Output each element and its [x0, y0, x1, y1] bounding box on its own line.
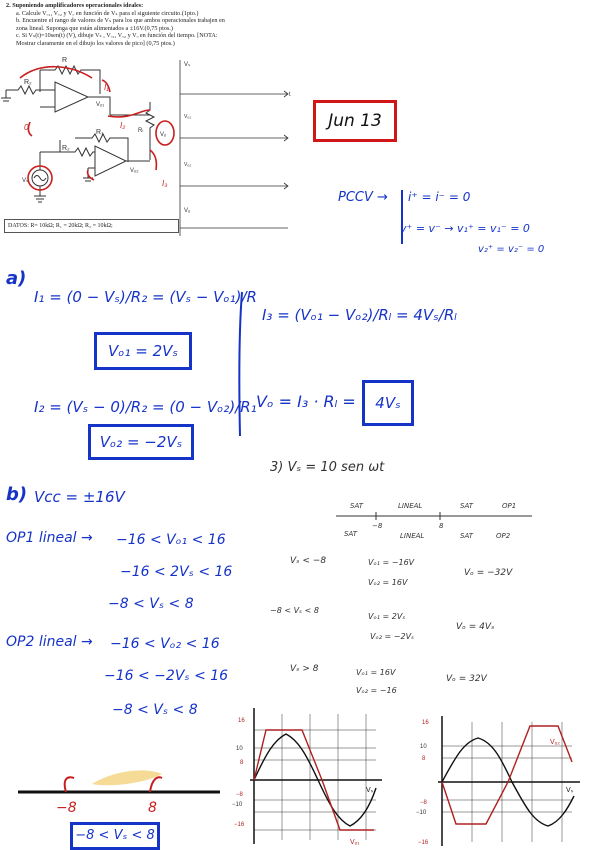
vo2-result-box — [88, 424, 194, 460]
op1-line2: −16 < 2Vₛ < 16 — [120, 564, 233, 580]
vs-source-label: Vₛ — [22, 178, 29, 184]
problem-item-c1: c. Si Vₛ(t)=10sen(t) (V), dibuje Vₛ , Vₒ₁, Vₒ₂ y Vₒ en función del tiempo. [NOTA: — [16, 32, 218, 40]
row0-cond: Vₛ < −8 — [290, 556, 327, 566]
mark-neg8: −8 — [372, 522, 383, 530]
graph-t-label: t — [289, 92, 291, 98]
vo-result-box — [362, 380, 414, 426]
g2-tick-10: 10 — [420, 744, 427, 750]
row0-vo2: Vₒ₂ = 16V — [368, 578, 408, 587]
graph-vo1-label: Vₒ₁ — [184, 114, 191, 120]
waveform-graph-vo1 — [226, 704, 386, 848]
state-top-0: SAT — [350, 502, 363, 510]
vo2-node-label: Vₒ₂ — [130, 168, 139, 174]
row1-vo2: Vₒ₂ = −2Vₛ — [370, 632, 415, 641]
vo2-result: Vₒ₂ = −2Vₛ — [99, 433, 183, 451]
numberline-right-mark: 8 — [148, 800, 157, 816]
state-line — [336, 508, 536, 528]
state-top-3: OP1 — [502, 502, 517, 510]
op1-line3: −8 < Vₛ < 8 — [108, 596, 194, 612]
g2-tick-16: 16 — [422, 720, 429, 726]
i3-equation: I₃ = (Vₒ₁ − Vₒ₂)/Rₗ = 4Vₛ/Rₗ — [262, 306, 457, 324]
i1-equation: I₁ = (0 − Vₛ)/R₂ = (Vₛ − Vₒ₁)/R — [34, 288, 257, 306]
part-b-label: b) — [6, 484, 28, 505]
g1-vs-label: Vₛ — [366, 787, 374, 794]
vo1-result: Vₒ₁ = 2Vₛ — [108, 342, 178, 360]
vo-result: 4Vₛ — [375, 394, 401, 412]
graph-vs-label: Vₛ — [184, 62, 191, 68]
g1-vo1-label: Vₒ₁ — [350, 839, 360, 846]
date-stamp-text: Jun 13 — [328, 111, 382, 131]
problem-title: 2. Suponiendo amplificadores operacionales ideales: — [6, 2, 144, 9]
row2-cond: Vₛ > 8 — [290, 664, 319, 674]
g2-tick-neg8: −8 — [420, 800, 427, 806]
row1-cond: −8 < Vₛ < 8 — [270, 606, 319, 615]
vo-equation: Vₒ = I₃ · Rₗ = — [256, 392, 356, 411]
waveform-graph-vo2 — [408, 712, 588, 848]
datos-box — [4, 219, 179, 233]
datos-text: DATOS: R= 10kΩ; R₁ = 20kΩ; R₂ = 10kΩ; — [8, 223, 113, 229]
g2-tick-neg16: −16 — [418, 840, 429, 846]
state-bottom-2: SAT — [460, 532, 473, 540]
row2-vo1: Vₒ₁ = 16V — [356, 668, 396, 677]
pccv-line1: i⁺ = i⁻ = 0 — [408, 190, 471, 204]
number-line — [14, 756, 224, 826]
op1-title: OP1 lineal → — [6, 530, 93, 546]
date-stamp — [313, 100, 397, 142]
r2-top-label: R₂ — [24, 79, 32, 86]
problem-item-a: a. Calcule Vₒ₁, Vₒ₂ y Vₒ en función de Vₛ para el siguiente circuito.(1pto.) — [16, 9, 199, 17]
problem-item-c2: Mostrar claramente en el dibujo los valores de pico] (0,75 ptos.) — [16, 39, 175, 47]
i2-label: I₂ — [120, 121, 126, 130]
i1-label: I₁ — [104, 83, 109, 92]
i2-equation: I₂ = (Vₛ − 0)/R₂ = (0 − Vₒ₂)/R₁ — [34, 398, 257, 416]
range-result-box — [70, 822, 160, 850]
g2-vs-label: Vₛ — [566, 787, 574, 794]
op2-line2: −16 < −2Vₛ < 16 — [104, 668, 229, 684]
part-c-title: 3) Vₛ = 10 sen ωt — [270, 460, 385, 475]
part-a-divider — [236, 290, 246, 440]
problem-item-b2: zona lineal. Suponga que están alimentados a ±16V.(0,75 ptos.) — [16, 24, 173, 32]
row1-vo1: Vₒ₁ = 2Vₛ — [368, 612, 406, 621]
problem-item-b1: b. Encuentre el rango de valores de Vₛ para los que ambos operacionales trabajen en — [16, 17, 225, 25]
vo-node-label: Vₒ — [160, 132, 167, 138]
row1-vo: Vₒ = 4Vₛ — [456, 622, 495, 632]
op1-line1: −16 < Vₒ₁ < 16 — [116, 532, 226, 548]
blank-graphs — [176, 56, 300, 236]
g2-tick-neg10: −10 — [416, 810, 427, 816]
vo1-result-box — [94, 332, 192, 370]
r2-bottom-label: R₂ — [62, 145, 70, 152]
g2-tick-8: 8 — [422, 756, 426, 762]
g1-tick-16: 16 — [238, 718, 245, 724]
row2-vo2: Vₒ₂ = −16 — [356, 686, 397, 695]
state-bottom-3: OP2 — [496, 532, 511, 540]
row0-vo1: Vₒ₁ = −16V — [368, 558, 415, 567]
graph-vo2-label: Vₒ₂ — [184, 162, 192, 168]
g1-tick-neg8: −8 — [236, 792, 243, 798]
pccv-brace — [398, 188, 406, 248]
op2-line1: −16 < Vₒ₂ < 16 — [110, 636, 220, 652]
mark-pos8: 8 — [439, 522, 444, 530]
pccv-line3: v₂⁺ = v₂⁻ = 0 — [478, 244, 545, 255]
g1-tick-8: 8 — [240, 760, 244, 766]
state-bottom-1: LINEAL — [400, 532, 425, 540]
circuit-diagram — [0, 50, 178, 210]
state-top-1: LINEAL — [398, 502, 423, 510]
range-result: −8 < Vₛ < 8 — [75, 828, 155, 843]
r-label: R — [62, 57, 68, 64]
op2-title: OP2 lineal → — [6, 634, 93, 650]
vcc-text: Vcc = ±16V — [34, 488, 125, 506]
g1-tick-10: 10 — [236, 746, 243, 752]
numberline-left-mark: −8 — [56, 800, 77, 816]
i3-label: I₃ — [162, 179, 168, 188]
g2-vo2-label: Vₒ₂ — [550, 739, 561, 746]
part-a-label: a) — [6, 268, 27, 289]
state-top-2: SAT — [460, 502, 473, 510]
state-bottom-0: SAT — [344, 530, 357, 538]
problem-statement — [6, 2, 306, 48]
g1-tick-neg10: −10 — [232, 802, 243, 808]
r1-label: R₁ — [96, 129, 104, 136]
zero-label: 0 — [24, 123, 29, 132]
graph-vo-label: Vₒ — [184, 208, 191, 214]
op2-line3: −8 < Vₛ < 8 — [112, 702, 198, 718]
pccv-label: PCCV → — [338, 190, 388, 205]
rl-label: Rₗ — [138, 128, 144, 134]
row0-vo: Vₒ = −32V — [464, 568, 513, 578]
pccv-line2: v⁺ = v⁻ → v₁⁺ = v₁⁻ = 0 — [400, 222, 530, 235]
vo1-node-label: Vₒ₁ — [96, 102, 105, 108]
row2-vo: Vₒ = 32V — [446, 674, 487, 684]
g1-tick-neg16: −16 — [234, 822, 245, 828]
